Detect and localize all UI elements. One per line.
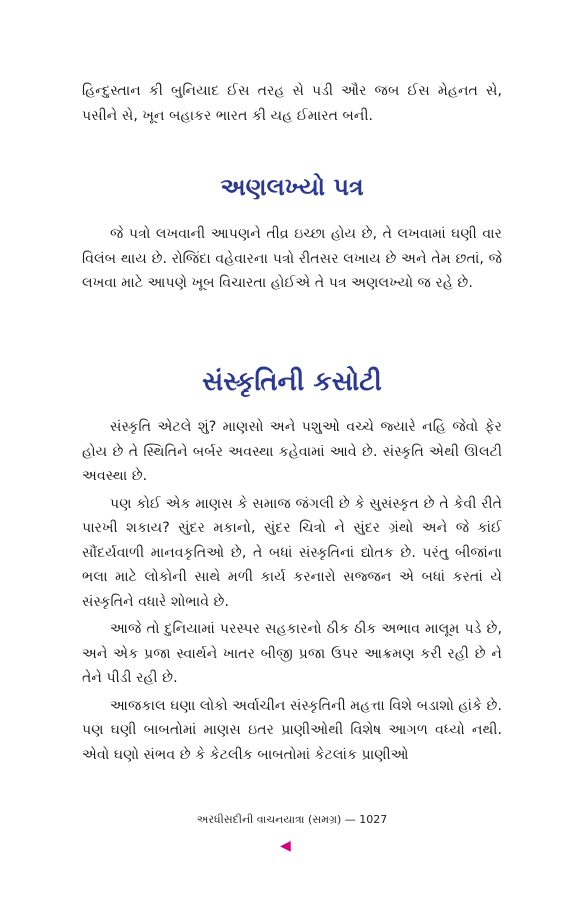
section2-paragraph-4: આજકાલ ઘણા લોકો અર્વાચીન સંસ્કૃતિની મહત્તા વિશે બડાશો હાંકે છે. પણ ઘણી બાબતોમાં માણસ ઇતર પ્રાણીઓથી વિશેષ આગળ વધ્યો નથી. એવો ઘણો સંભવ છે કે કેટલીક બાબતોમાં કેટલાંક પ્રાણીઓ (82, 697, 502, 763)
section2-paragraph-2: પણ કોઈ એક માણસ કે સમાજ જંગલી છે કે સુસંસ્કૃત છે તે કેવી રીતે પારખી શકાય? સુંદર મકાનો, સુંદર ચિત્રો ને સુંદર ગ્રંથો અને જે કાંઈ સૌંદર્યવાળી માનવકૃતિઓ છે, તે બધાં સંસ્કૃતિનાં દ્યોતક છે. પરંતુ બીજાંના ભલા માટે લોકોની સાથે મળી કાર્ય કરનારો સજ્જન એ બધાં કરતાં યે સંસ્કૃતિને વધારે શોભાવે છે. (82, 495, 502, 610)
section2-body (82, 415, 502, 767)
section2-paragraph-3: આજે તો દુનિયામાં પરસ્પર સહકારનો ઠીક ઠીક અભાવ માલૂમ પડે છે, અને એક પ્રજા સ્વાર્થને ખાતર બીજી પ્રજા ઉપર આક્રમણ કરી રહી છે ને તેને પીડી રહી છે. (82, 621, 502, 686)
section2-paragraph-1: સંસ્કૃતિ એટલે શું? માણસો અને પશુઓ વચ્ચે જ્યારે નહિ જેવો ફેર હોય છે તે સ્થિતિને બર્બર અવસ્થા કહેવામાં આવે છે. સંસ્કૃતિ એથી ઊલટી અવસ્થા છે. (82, 419, 502, 484)
section1-paragraph: જે પત્રો લખવાની આપણને તીવ્ર ઇચ્છા હોય છે, તે લખવામાં ઘણી વાર વિલંબ થાય છે. રોજિંદા વહેવારના પત્રો રીતસર લખાય છે અને તેમ છતાં, જે લખવા માટે આપણે ખૂબ વિચારતા હોઈએ તે પત્ર અણલખ્યો જ રહે છે. (82, 226, 502, 291)
section1-body (82, 222, 502, 296)
intro-paragraph: હિન્દુસ્તાન કી બુનિયાદ ઈસ તરહ સે પડી ઔર જબ ઈસ મેહનત સે, પસીને સે, ખૂન બહાકર ભારત કી યહ ઈમારત બની. (82, 83, 502, 124)
section-title-unwritten-letter: અણલખ્યો પત્ર (220, 173, 364, 201)
intro-block (82, 79, 502, 128)
page-footer: અરધીસદીની વાચનયાત્રા (સમગ્ર) — 1027 (196, 813, 388, 826)
previous-page-arrow-icon[interactable]: ◀ (280, 838, 291, 854)
section-title-culture-test: સંસ્કૃતિની કસોટી (202, 367, 382, 397)
